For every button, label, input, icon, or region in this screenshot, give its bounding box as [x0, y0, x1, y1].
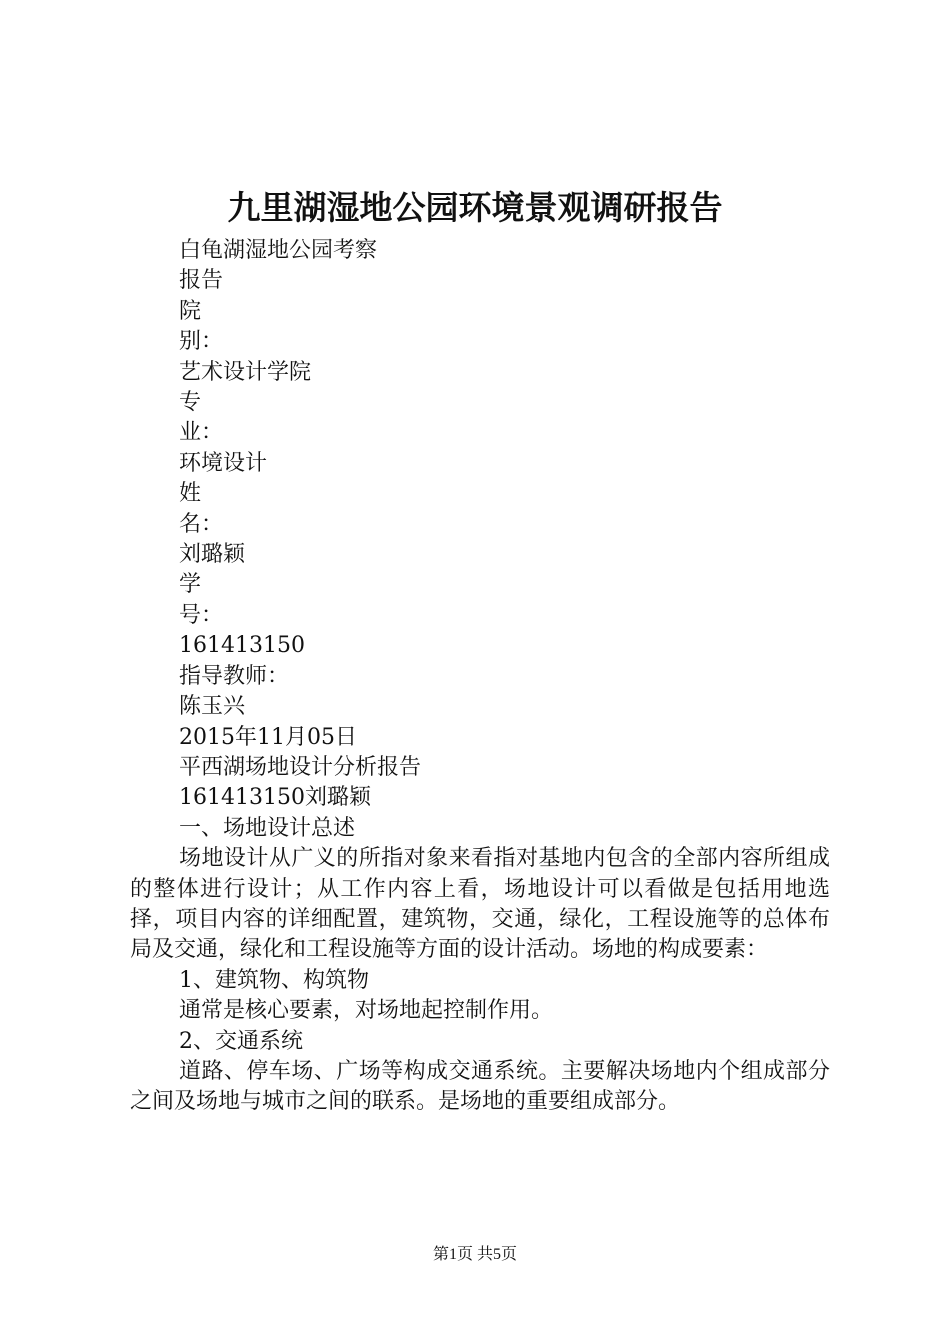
text-line: 名：: [179, 511, 224, 537]
list-item-text: 通常是核心要素，对场地起控制作用。: [179, 998, 554, 1024]
text-line: 院: [179, 298, 202, 324]
text-line: 别：: [179, 329, 224, 355]
text-line: 平西湖场地设计分析报告: [179, 754, 422, 780]
text-line: 号：: [179, 602, 224, 628]
text-line: 专: [179, 390, 202, 416]
text-line: 环境设计: [179, 450, 268, 476]
text-line: 学: [179, 572, 202, 598]
text-line: 白龟湖湿地公园考察: [179, 238, 378, 263]
text-line: 2015年11月05日: [179, 724, 357, 750]
text-line: 161413150: [179, 633, 305, 659]
text-line: 指导教师：: [179, 663, 290, 689]
text-line: 陈玉兴: [179, 694, 246, 720]
body-paragraph: 场地设计从广义的所指对象来看指对基地内包含的全部内容所组成的整体进行设计；从工作内容上看，场地设计可以看做是包括用地选择，项目内容的详细配置，建筑物，交通，绿化，工程设施等的总体布局及交通，绿化和工程设施等方面的设计活动。场地的构成要素：: [130, 846, 830, 963]
document-title: 九里湖湿地公园环境景观调研报告: [227, 188, 723, 227]
section-heading: 一、场地设计总述: [179, 815, 356, 841]
text-line: 报告: [179, 268, 224, 294]
list-item-heading: 1、建筑物、构筑物: [179, 967, 369, 993]
list-item-heading: 2、交通系统: [179, 1028, 303, 1054]
text-line: 艺术设计学院: [179, 359, 312, 385]
body-paragraph: 道路、停车场、广场等构成交通系统。主要解决场地内个组成部分之间及场地与城市之间的联系。是场地的重要组成部分。: [130, 1058, 830, 1115]
text-line: 161413150刘璐颖: [179, 785, 371, 811]
document-body: [130, 236, 830, 1118]
page-footer: 第1页 共5页: [432, 1246, 517, 1263]
text-line: 业：: [179, 420, 224, 446]
text-line: 刘璐颖: [179, 542, 246, 568]
text-line: 姓: [179, 481, 202, 507]
